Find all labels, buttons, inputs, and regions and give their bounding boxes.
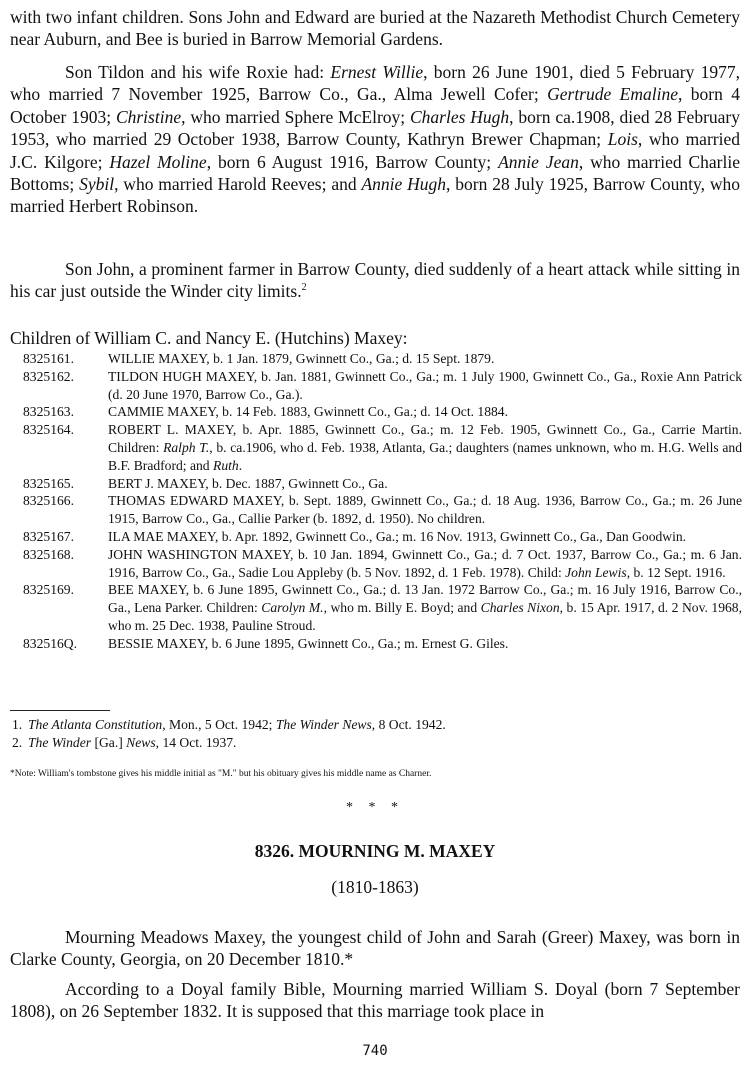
- child-number: 8325163.: [23, 404, 74, 420]
- text-run: .: [238, 457, 243, 473]
- text-run: WILLIE MAXEY, b. 1 Jan. 1879, Gwinnett Co., Ga.; d. 15 Sept. 1879.: [108, 351, 495, 366]
- child-number: 8325167.: [23, 528, 74, 544]
- child-entry: [10, 528, 742, 546]
- text-run: Son John, a prominent farmer in Barrow County, died suddenly of a heart attack while sitting in his car just outside the Winder city limits.: [10, 259, 740, 302]
- child-entry: [10, 350, 742, 368]
- italic-name: News: [126, 735, 156, 751]
- text-run: , 8 Oct. 1942.: [371, 717, 446, 732]
- footnote-number: 2.: [12, 735, 23, 751]
- text-run: , who m. Billy E. Boyd; and: [323, 600, 481, 616]
- text-run: BEE MAXEY, b. 6 June 1895, Gwinnett Co., Ga.; d. 13 Jan. 1972 Barrow Co., Ga.; m. 16 July 1916, Barrow Co., Ga., Lena Parker. Children:: [108, 582, 742, 616]
- footnote-reference: 2: [301, 282, 307, 294]
- footnote-text: [28, 734, 236, 752]
- child-number: 8325162.: [23, 368, 74, 384]
- text-run: TILDON HUGH MAXEY, b. Jan. 1881, Gwinnett Co., Ga.; m. 1 July 1900, Gwinnett Co., Ga., Roxie Ann Patrick (d. 20 June 1970, Barrow Co., Ga.).: [108, 368, 742, 402]
- text-run: , born ca.1908, died 28 February 1953, who married 29 October 1938, Barrow County, Kathryn Brewer Chapman;: [10, 106, 741, 150]
- paragraph-tildon-children: [10, 61, 740, 218]
- child-number: 8325169.: [23, 582, 74, 598]
- italic-name: The Atlanta Constitution: [28, 717, 163, 732]
- footnote: [10, 734, 740, 752]
- child-entry: [10, 421, 742, 474]
- italic-name: Annie Jean: [498, 151, 579, 172]
- text-run: , who married J.C. Kilgore;: [10, 129, 740, 172]
- text-run: , b. 15 Apr. 1917, d. 2 Nov. 1968, who m. 25 Dec. 1938, Pauline Stroud.: [108, 600, 742, 633]
- footnotes: [10, 716, 740, 753]
- italic-name: Annie Hugh: [361, 174, 447, 195]
- text-run: , 14 Oct. 1937.: [155, 735, 237, 751]
- italic-name: Lois: [607, 129, 638, 150]
- italic-name: Ralph T.: [163, 439, 210, 455]
- italic-name: Charles Nixon: [480, 600, 560, 616]
- text-run: , b. 12 Sept. 1916.: [626, 564, 726, 580]
- text-run: , born 6 August 1916, Barrow County;: [206, 151, 499, 172]
- italic-name: Hazel Moline: [109, 151, 207, 172]
- italic-name: Ruth: [213, 457, 239, 473]
- child-number: 8325166.: [23, 493, 74, 509]
- italic-name: The Winder News: [275, 717, 372, 732]
- paragraph-mourning-birth: Mourning Meadows Maxey, the youngest child of John and Sarah (Greer) Maxey, was born in Clarke County, Georgia, on 20 December 1810.*: [10, 927, 740, 970]
- italic-name: The Winder: [28, 735, 92, 751]
- child-number: 8325161.: [23, 351, 74, 366]
- italic-name: John Lewis: [565, 564, 627, 580]
- text-run: [Ga.]: [91, 735, 127, 751]
- child-entry: [10, 581, 742, 634]
- child-text: [108, 528, 742, 546]
- text-run: , Mon., 5 Oct. 1942;: [162, 717, 276, 732]
- text-run: BERT J. MAXEY, b. Dec. 1887, Gwinnett Co., Ga.: [108, 475, 388, 491]
- child-entry: [10, 368, 742, 404]
- text-run: CAMMIE MAXEY, b. 14 Feb. 1883, Gwinnett Co., Ga.; d. 14 Oct. 1884.: [108, 404, 508, 420]
- child-text: [108, 475, 742, 493]
- paragraph-son-john: [10, 258, 740, 303]
- child-text: [108, 492, 742, 528]
- text-run: ILA MAE MAXEY, b. Apr. 1892, Gwinnett Co., Ga.; m. 16 Nov. 1913, Gwinnett Co., Ga., Dan Goodwin.: [108, 528, 687, 544]
- section-separator: * * *: [346, 800, 404, 815]
- italic-name: Charles Hugh: [410, 106, 510, 127]
- text-run: Son Tildon and his wife Roxie had:: [65, 62, 331, 82]
- child-text: [108, 546, 742, 582]
- text-run: , who married Sphere McElroy;: [181, 106, 410, 127]
- child-entry: [10, 492, 742, 528]
- italic-name: Carolyn M.: [261, 600, 324, 616]
- section-title: 8326. MOURNING M. MAXEY: [254, 841, 496, 861]
- footnote: [10, 716, 740, 734]
- child-entry: [10, 546, 742, 582]
- text-run: BESSIE MAXEY, b. 6 June 1895, Gwinnett Co., Ga.; m. Ernest G. Giles.: [108, 635, 509, 651]
- child-number: 8325164.: [23, 422, 74, 438]
- footnote-rule: [10, 710, 110, 711]
- italic-name: Christine: [115, 106, 182, 127]
- text-run: , born 28 July 1925, Barrow County, who married Herbert Robinson.: [10, 174, 740, 217]
- paragraph-mourning-marriage: According to a Doyal family Bible, Mourning married William S. Doyal (born 7 September 1808), on 26 September 1832. It is supposed that this marriage took place in: [10, 979, 740, 1022]
- italic-name: Sybil: [79, 174, 115, 195]
- child-text: [108, 368, 742, 404]
- text-run: , who married Charlie Bottoms;: [10, 151, 740, 195]
- page-number: 740: [362, 1043, 388, 1059]
- child-number: 832516Q.: [23, 635, 77, 651]
- italic-name: Ernest Willie: [330, 62, 424, 82]
- child-text: [108, 581, 742, 634]
- text-run: JOHN WASHINGTON MAXEY, b. 10 Jan. 1894, Gwinnett Co., Ga.; d. 7 Oct. 1937, Barrow Co., Ga.; m. 6 Jan. 1916, Barrow Co., Ga., Sadie Lou Appleby (b. 5 Nov. 1892, d. 1 Feb. 1978). Child:: [108, 546, 742, 580]
- text-run: , born 4 October 1903;: [10, 84, 741, 127]
- child-entry: [10, 403, 742, 421]
- text-run: , b. ca.1906, who d. Feb. 1938, Atlanta, Ga.; daughters (names unknown, who m. H.G. Wells and B.F. Bradford; and: [108, 439, 743, 473]
- text-run: THOMAS EDWARD MAXEY, b. Sept. 1889, Gwinnett Co., Ga.; d. 18 Aug. 1936, Barrow Co., Ga.; m. 26 June 1915, Barrow Co., Ga., Callie Parker (b. 1892, d. 1950). No children.: [108, 493, 742, 527]
- paragraph-burials: with two infant children. Sons John and Edward are buried at the Nazareth Methodist Church Cemetery near Auburn, and Bee is buried in Barrow Memorial Gardens.: [10, 7, 740, 50]
- tombstone-note: *Note: William's tombstone gives his middle initial as "M." but his obituary gives his middle name as Charner.: [10, 769, 432, 779]
- text-run: , who married Harold Reeves; and: [114, 174, 362, 195]
- child-text: [108, 403, 742, 421]
- child-entry: [10, 635, 742, 653]
- section-dates: (1810-1863): [331, 877, 419, 897]
- child-number: 8325165.: [23, 475, 74, 491]
- footnote-text: [28, 716, 446, 734]
- children-heading: Children of William C. and Nancy E. (Hutchins) Maxey:: [10, 328, 408, 348]
- child-text: [108, 635, 742, 653]
- text-run: ROBERT L. MAXEY, b. Apr. 1885, Gwinnett Co., Ga.; m. 12 Feb. 1905, Gwinnett Co., Ga., Carrie Martin. Children:: [108, 422, 742, 455]
- italic-name: Gertrude Emaline: [547, 84, 678, 105]
- child-number: 8325168.: [23, 546, 74, 562]
- children-list: [10, 350, 742, 653]
- text-run: , born 26 June 1901, died 5 February 1977, who married 7 November 1925, Barrow Co., Ga., Alma Jewell Cofer;: [10, 62, 740, 105]
- child-text: [108, 350, 742, 368]
- child-text: [108, 421, 742, 474]
- child-entry: [10, 475, 742, 493]
- footnote-number: 1.: [12, 717, 23, 732]
